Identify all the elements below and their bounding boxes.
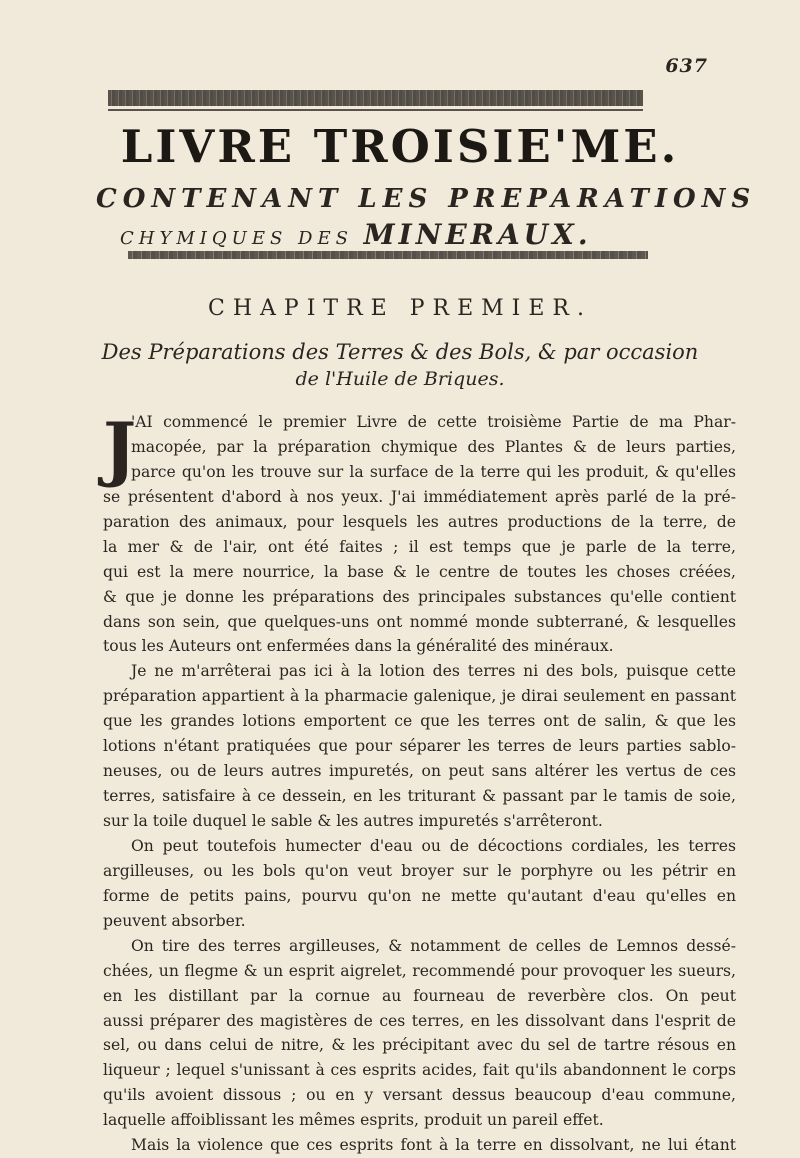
text-line: argilleuses, ou les bols qu'on veut broyer sur le porphyre ou les pétrir en xyxy=(103,861,736,880)
text-line: peuvent absorber. xyxy=(103,911,246,930)
text-line: paration des animaux, pour lesquels les autres productions de la terre, de xyxy=(103,512,736,531)
body-text xyxy=(103,407,736,1158)
text-line: se présentent d'abord à nos yeux. J'ai immédiatement après parlé de la pré- xyxy=(103,487,736,506)
text-line: parce qu'on les trouve sur la surface de la terre qui les produit, & qu'elles xyxy=(131,462,736,481)
text-line: la mer & de l'air, ont été faites ; il est temps que je parle de la terre, xyxy=(103,537,736,556)
text-line: neuses, ou de leurs autres impuretés, on peut sans altérer les vertus de ces xyxy=(103,762,736,781)
book-title: LIVRE TROISIE'ME. xyxy=(120,120,680,173)
text-line: terres, satisfaire à ce dessein, en les triturant & passant par le tamis de soie, xyxy=(103,787,736,806)
text-line: & que je donne les préparations des principales substances qu'elle contient xyxy=(103,587,736,606)
text-line: chées, un flegme & un esprit aigrelet, recommendé pour provoquer les sueurs, xyxy=(103,961,736,980)
text-line: en les distillant par la cornue au fourneau de reverbère clos. On peut xyxy=(103,986,736,1005)
text-line: sur la toile duquel le sable & les autres impuretés s'arrêteront. xyxy=(103,812,603,830)
chapter-heading: CHAPITRE PREMIER. xyxy=(208,296,592,321)
text-line: tous les Auteurs ont enfermées dans la généralité des minéraux. xyxy=(103,637,614,656)
text-line: lotions n'étant pratiquées que pour séparer les terres de leurs parties sablo- xyxy=(103,737,736,756)
chapter-subtitle-line-1: Des Préparations des Terres & des Bols, & par occasion xyxy=(101,340,699,364)
text-line: sel, ou dans celui de nitre, & les précipitant avec du sel de tartre résous en xyxy=(103,1036,736,1055)
text-line: préparation appartient à la pharmacie galenique, je dirai seulement en passant xyxy=(103,687,736,706)
drop-cap: J xyxy=(103,407,137,490)
text-line: aussi préparer des magistères de ces terres, en les dissolvant dans l'esprit de xyxy=(103,1011,736,1030)
text-line: On peut toutefois humecter d'eau ou de décoctions cordiales, les terres xyxy=(131,836,736,855)
text-line: qui est la mere nourrice, la base & le centre de toutes les choses créées, xyxy=(103,562,736,581)
middle-ornamental-rule xyxy=(128,251,648,259)
subtitle-line-2 xyxy=(120,218,740,251)
text-line: dans son sein, que quelques-uns ont nommé monde subterrané, & lesquelles xyxy=(103,612,736,631)
text-line: liqueur ; lequel s'unissant à ces esprits acides, fait qu'ils abandonnent le corps xyxy=(103,1061,736,1080)
subtitle-line-2-small: CHYMIQUES DES xyxy=(120,228,353,249)
text-line: Je ne m'arrêterai pas ici à la lotion des terres ni des bols, puisque cette xyxy=(131,662,736,681)
chapter-subtitle-line-2: de l'Huile de Briques. xyxy=(295,368,505,390)
text-line: Mais la violence que ces esprits font à la terre en dissolvant, ne lui étant xyxy=(131,1136,736,1155)
text-line: forme de petits pains, pourvu qu'on ne mette qu'autant d'eau qu'elles en xyxy=(103,886,736,905)
text-line: qu'ils avoient dissous ; ou en y versant dessus beaucoup d'eau commune, xyxy=(103,1086,736,1105)
text-line: On tire des terres argilleuses, & notamment de celles de Lemnos dessé- xyxy=(131,936,736,955)
text-line: laquelle affoiblissant les mêmes esprits, produit un pareil effet. xyxy=(103,1111,604,1130)
subtitle-line-1: CONTENANT LES PREPARATIONS xyxy=(96,184,757,214)
subtitle-line-2-big: MINERAUX. xyxy=(363,218,592,251)
text-line: macopée, par la préparation chymique des Plantes & de leurs parties, xyxy=(131,437,736,456)
page-number: 637 xyxy=(665,55,708,77)
text-line: 'AI commencé le premier Livre de cette troisième Partie de ma Phar- xyxy=(131,413,736,431)
text-line: que les grandes lotions emportent ce que les terres ont de salin, & que les xyxy=(103,712,736,731)
top-ornamental-rule xyxy=(108,90,643,106)
